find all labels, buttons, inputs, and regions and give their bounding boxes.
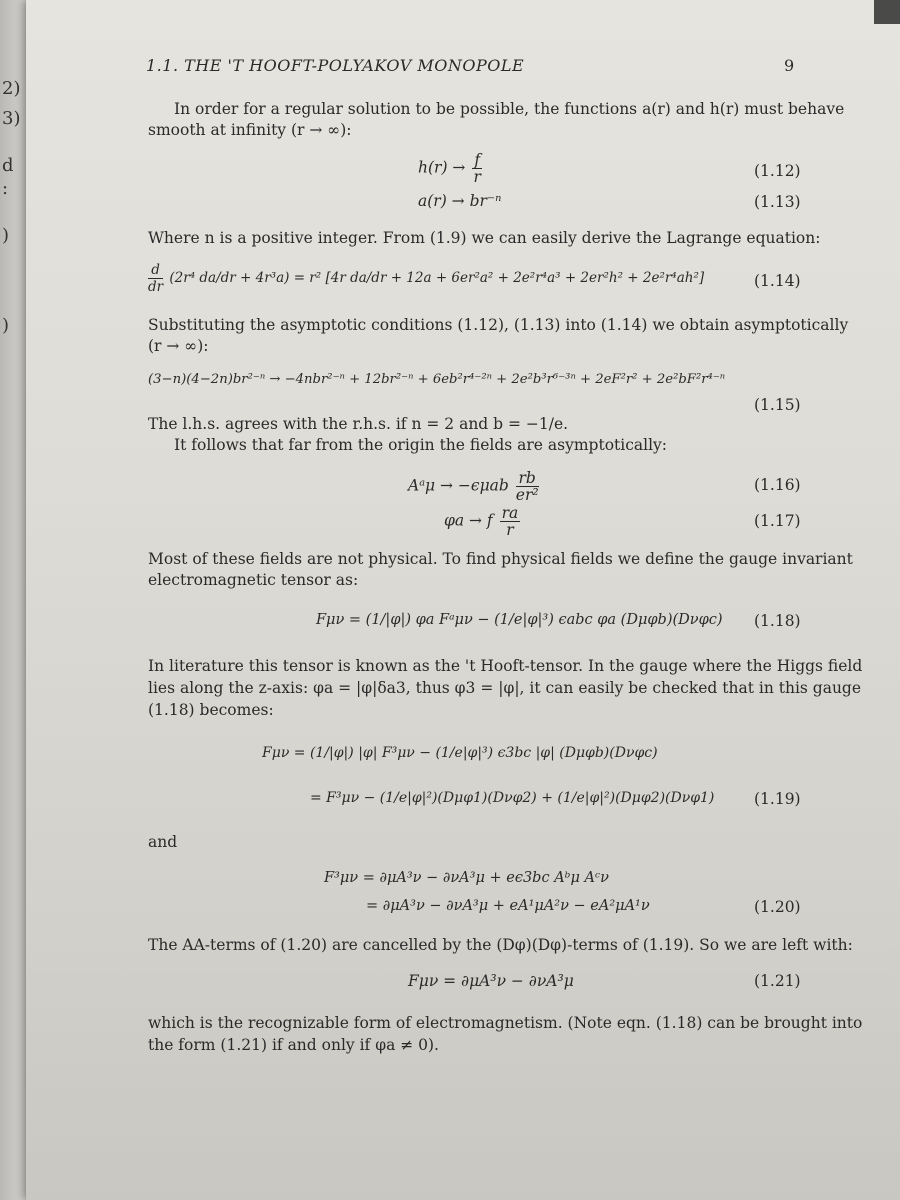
paragraph-line: (1.18) becomes: xyxy=(148,701,274,719)
denominator: r xyxy=(473,168,481,186)
equation-1-14 xyxy=(146,262,704,295)
denominator: dr xyxy=(148,279,164,295)
equation-1-18: Fμν = (1/|φ|) φa Fᵃμν − (1/e|φ|³) ϵabc φa (Dμφb)(Dνφc) xyxy=(316,612,723,628)
equation-text: h(r) → xyxy=(418,158,471,177)
paragraph-line: and xyxy=(148,833,178,851)
equation-number: (1.15) xyxy=(754,396,801,414)
equation-number: (1.21) xyxy=(754,972,801,990)
fraction xyxy=(148,262,163,295)
equation-number: (1.19) xyxy=(754,790,801,808)
paragraph-line: Substituting the asymptotic conditions (1.12), (1.13) into (1.14) we obtain asymptotically xyxy=(148,316,849,334)
paragraph-line: In order for a regular solution to be possible, the functions a(r) and h(r) must behave xyxy=(174,100,845,118)
paragraph-line: smooth at infinity (r → ∞): xyxy=(148,121,352,139)
numerator: f xyxy=(474,151,481,169)
equation-text: (2r⁴ da/dr + 4r³a) = r² [4r da/dr + 12a + 6er²a² + 2e²r⁴a³ + 2er²h² + 2e²r⁴ah²] xyxy=(169,270,705,286)
left-page-fragment: d xyxy=(2,155,14,176)
equation-number: (1.13) xyxy=(754,193,801,211)
paragraph-line: the form (1.21) if and only if φa ≠ 0). xyxy=(148,1036,439,1054)
left-page-fragment: ) xyxy=(2,225,10,246)
paragraph-line: which is the recognizable form of electromagnetism. (Note eqn. (1.18) can be brought into xyxy=(148,1014,863,1032)
background-corner xyxy=(874,0,900,24)
left-page-fragment: : xyxy=(2,178,9,199)
equation-1-19-line-2: = F³μν − (1/e|φ|²)(Dμφ1)(Dνφ2) + (1/e|φ|²)(Dμφ2)(Dνφ1) xyxy=(310,790,715,806)
paragraph-line: electromagnetic tensor as: xyxy=(148,571,359,589)
book-page xyxy=(26,0,900,1200)
fraction xyxy=(472,152,482,185)
equation-1-20-line-1: F³μν = ∂μA³ν − ∂νA³μ + eϵ3bc Aᵇμ Aᶜν xyxy=(324,870,609,886)
left-page-fragment: 3) xyxy=(2,108,21,129)
equation-1-20-line-2: = ∂μA³ν − ∂νA³μ + eA¹μA²ν − eA²μA¹ν xyxy=(366,898,650,914)
paragraph-line: It follows that far from the origin the fields are asymptotically: xyxy=(174,436,668,454)
fraction xyxy=(500,505,521,538)
equation-1-19-line-1: Fμν = (1/|φ|) |φ| F³μν − (1/e|φ|³) ϵ3bc |φ| (Dμφb)(Dνφc) xyxy=(262,745,658,761)
equation-text: φa → f xyxy=(444,511,493,530)
left-page-fragment: ) xyxy=(2,315,10,336)
paragraph-line: Where n is a positive integer. From (1.9) we can easily derive the Lagrange equation: xyxy=(148,229,821,247)
equation-number: (1.16) xyxy=(754,476,801,494)
numerator: ra xyxy=(501,504,519,522)
equation-1-15: (3−n)(4−2n)br²⁻ⁿ → −4nbr²⁻ⁿ + 12br²⁻ⁿ + 6eb²r⁴⁻²ⁿ + 2e²b³r⁶⁻³ⁿ + 2eF²r² + 2e²bF²r⁴⁻ⁿ xyxy=(148,372,726,387)
paragraph-line: (r → ∞): xyxy=(148,337,209,355)
denominator: er² xyxy=(515,486,539,504)
denominator: r xyxy=(506,521,514,539)
fraction xyxy=(516,470,539,503)
equation-1-21: Fμν = ∂μA³ν − ∂νA³μ xyxy=(408,972,574,990)
paragraph-line: In literature this tensor is known as the 't Hooft-tensor. In the gauge where the Higgs field xyxy=(148,657,863,675)
numerator: d xyxy=(148,262,163,279)
numerator: rb xyxy=(516,470,539,487)
equation-number: (1.17) xyxy=(754,512,801,530)
equation-number: (1.12) xyxy=(754,162,801,180)
paragraph-line: lies along the z-axis: φa = |φ|δa3, thus φ3 = |φ|, it can easily be checked that in this gauge xyxy=(148,679,862,697)
running-header: 1.1. THE 'T HOOFT-POLYAKOV MONOPOLE xyxy=(146,56,525,75)
equation-text: Aᵃμ → −ϵμab xyxy=(408,476,509,495)
equation-1-12 xyxy=(418,152,484,185)
equation-number: (1.20) xyxy=(754,898,801,916)
equation-number: (1.18) xyxy=(754,612,801,630)
equation-number: (1.14) xyxy=(754,272,801,290)
paragraph-line: The l.h.s. agrees with the r.h.s. if n = 2 and b = −1/e. xyxy=(148,415,569,433)
equation-1-13: a(r) → br⁻ⁿ xyxy=(418,192,502,210)
left-page-fragment: 2) xyxy=(2,78,21,99)
equation-1-16 xyxy=(408,470,541,503)
equation-1-17 xyxy=(444,505,522,538)
page-number: 9 xyxy=(784,56,795,75)
paragraph-line: Most of these fields are not physical. To find physical fields we define the gauge invariant xyxy=(148,550,853,568)
paragraph-line: The AA-terms of (1.20) are cancelled by the (Dφ)(Dφ)-terms of (1.19). So we are left with: xyxy=(148,936,853,954)
